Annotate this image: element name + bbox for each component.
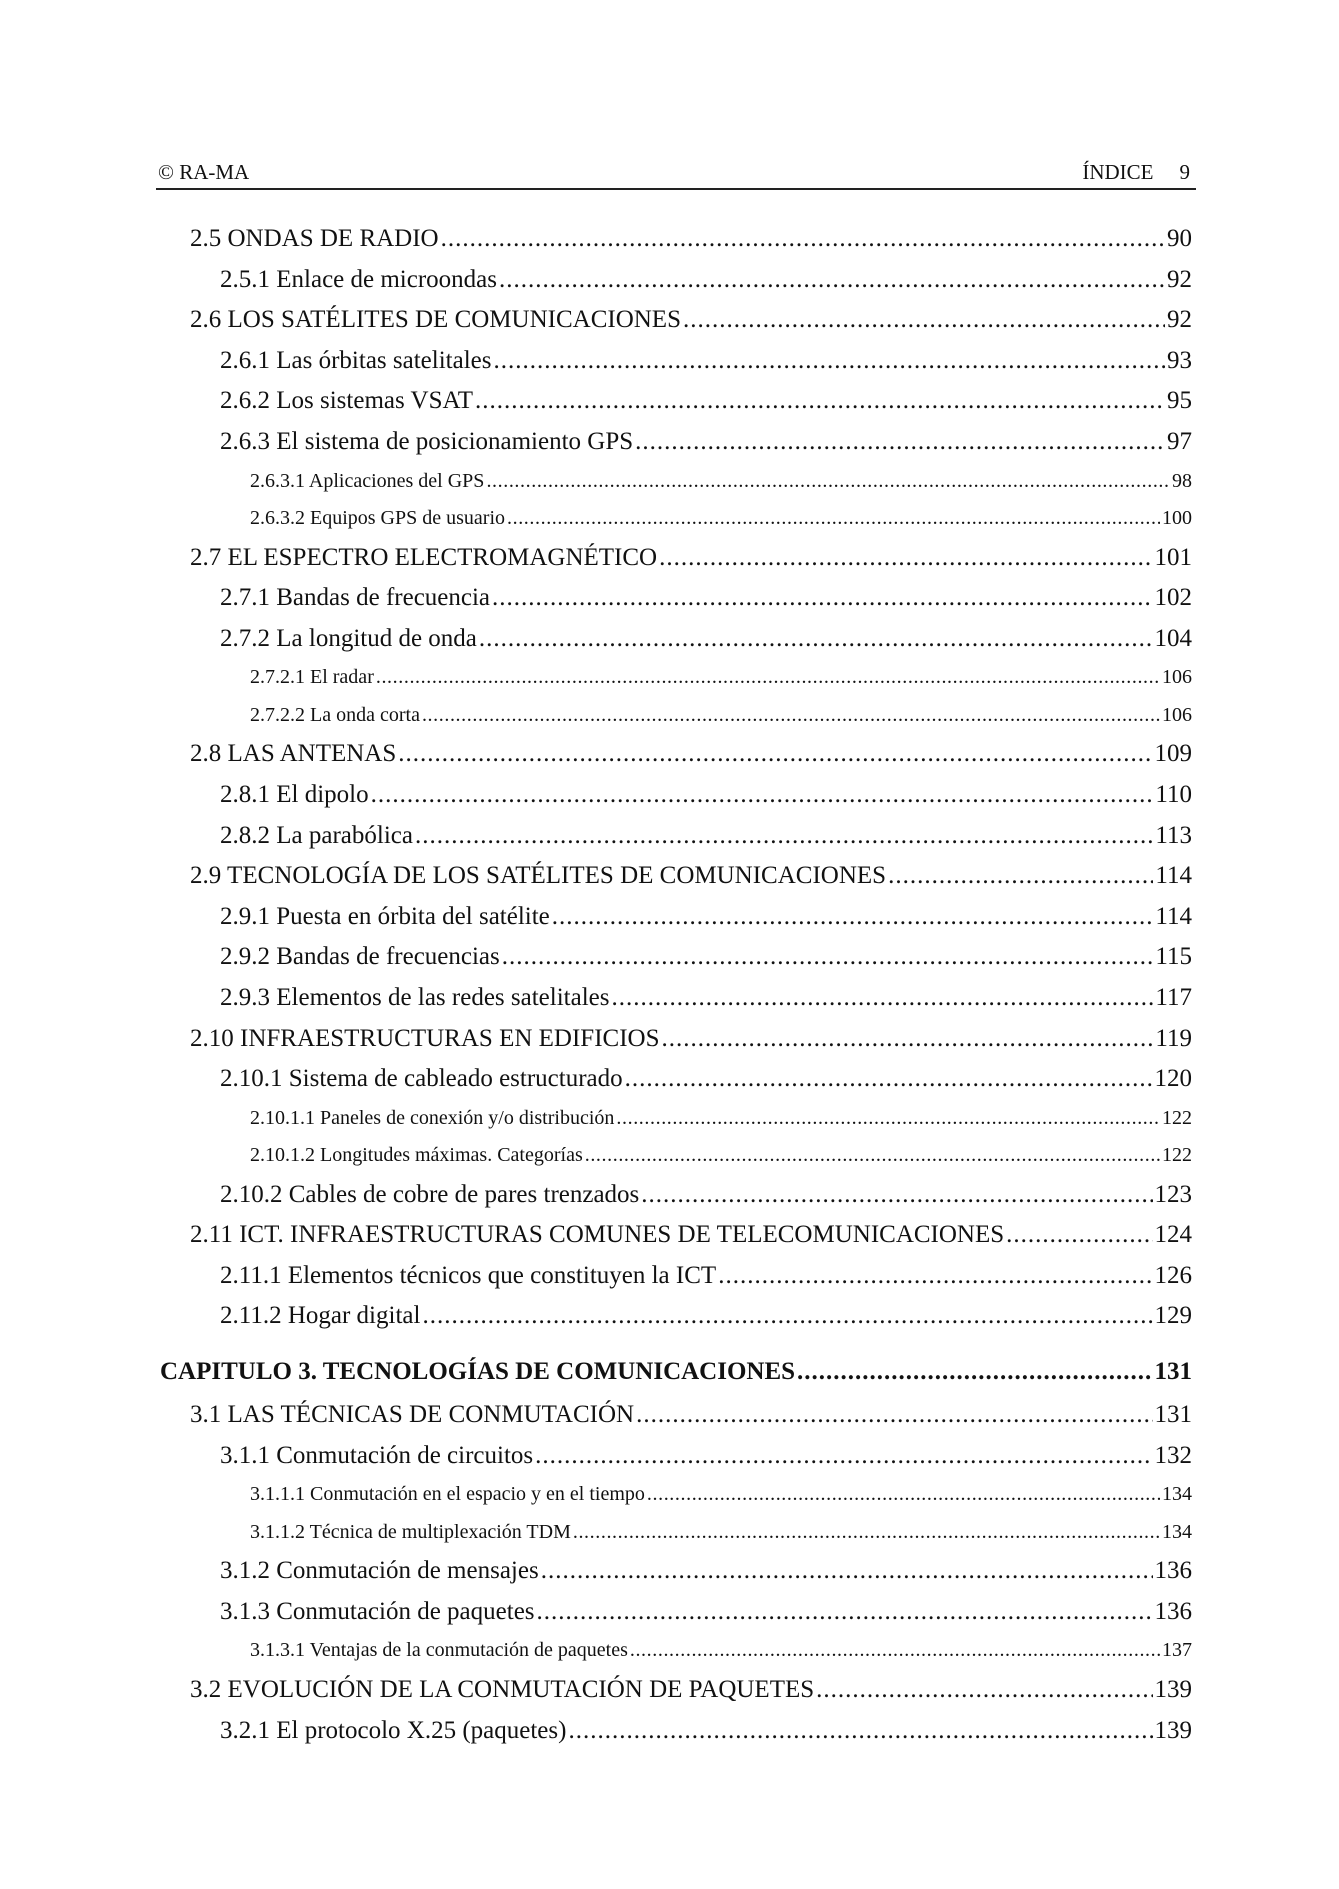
toc-entry-label: 2.10 INFRAESTRUCTURAS EN EDIFICIOS [190,1024,660,1052]
toc-entry-page: 102 [1154,584,1192,612]
toc-entry-label: 2.7.1 Bandas de frecuencia [220,584,491,612]
toc-entry-page: 136 [1154,1557,1192,1585]
toc-entry-page: 123 [1154,1180,1192,1208]
toc-entry [156,1019,1192,1060]
toc-entry [156,816,1192,857]
toc-entry-label: 2.8 LAS ANTENAS [190,740,397,768]
toc-entry-page: 119 [1155,1024,1192,1052]
toc-entry-page: 122 [1162,1144,1192,1167]
toc-entry-label: 3.1 LAS TÉCNICAS DE CONMUTACIÓN [190,1401,635,1429]
dot-leader [635,422,1165,463]
toc-entry-label: CAPITULO 3. TECNOLOGÍAS DE COMUNICACIONES [160,1358,796,1386]
toc-entry-label: 2.10.2 Cables de cobre de pares trenzados [220,1180,640,1208]
toc-entry-label: 2.6.2 Los sistemas VSAT [220,387,474,415]
toc-entry-page: 92 [1167,306,1192,334]
toc-entry-page: 122 [1162,1106,1192,1129]
toc-entry-label: 2.11 ICT. INFRAESTRUCTURAS COMUNES DE TELECOMUNICACIONES [190,1221,1005,1249]
toc-entry-page: 93 [1167,346,1192,374]
toc-entry [156,500,1192,538]
toc-entry-page: 113 [1155,821,1192,849]
toc-entry [156,697,1192,735]
dot-leader [441,219,1165,260]
toc-entry-page: 120 [1154,1065,1192,1093]
toc-entry [156,300,1192,341]
toc-entry [156,937,1192,978]
toc-entry [156,1100,1192,1138]
toc-entry [156,1670,1192,1711]
dot-leader [422,697,1160,735]
toc-entry [156,1632,1192,1670]
toc-entry-page: 131 [1154,1401,1192,1429]
toc-entry [156,856,1192,897]
toc-entry [156,1215,1192,1256]
toc-entry-page: 114 [1155,862,1192,890]
toc-entry-page: 139 [1154,1675,1192,1703]
dot-leader [797,1349,1152,1395]
toc-entry-label: 3.1.3 Conmutación de paquetes [220,1597,535,1625]
dot-leader [537,1592,1153,1633]
toc-entry-label: 2.9.2 Bandas de frecuencias [220,943,500,971]
dot-leader [1006,1215,1152,1256]
toc-entry-page: 117 [1155,983,1192,1011]
dot-leader [718,1256,1152,1297]
toc-entry [156,1137,1192,1175]
toc-entry [156,1059,1192,1100]
dot-leader [630,1632,1160,1670]
toc-entry [156,1395,1192,1436]
toc-entry-label: 2.6.3.2 Equipos GPS de usuario [250,507,505,530]
toc-entry-page: 124 [1154,1221,1192,1249]
toc-entry-label: 2.7 EL ESPECTRO ELECTROMAGNÉTICO [190,543,658,571]
toc-entry-page: 139 [1154,1716,1192,1744]
dot-leader [641,1175,1152,1216]
dot-leader [683,300,1165,341]
dot-leader [636,1395,1152,1436]
dot-leader [585,1137,1160,1175]
toc-entry [156,659,1192,697]
dot-leader [625,1059,1153,1100]
toc-entry-label: 3.1.1.2 Técnica de multiplexación TDM [250,1520,571,1543]
dot-leader [661,1019,1153,1060]
toc-entry-label: 3.1.3.1 Ventajas de la conmutación de paquetes [250,1639,628,1662]
toc-entry-label: 2.10.1 Sistema de cableado estructurado [220,1065,623,1093]
toc-entry [156,1256,1192,1297]
dot-leader [376,659,1160,697]
toc-entry-page: 136 [1154,1597,1192,1625]
toc-entry [156,734,1192,775]
dot-leader [816,1670,1152,1711]
toc-entry [156,341,1192,382]
dot-leader [475,381,1165,422]
toc-entry-label: 2.6.3 El sistema de posicionamiento GPS [220,427,634,455]
toc-entry [156,1476,1192,1514]
toc-entry [156,978,1192,1019]
toc-entry-label: 2.5.1 Enlace de microondas [220,265,497,293]
toc-entry-page: 131 [1154,1358,1192,1386]
toc-entry [156,260,1192,301]
toc-entry [156,1349,1192,1395]
toc-entry-page: 104 [1154,624,1192,652]
page-number: 9 [1179,160,1190,184]
toc-entry-page: 137 [1162,1639,1192,1662]
dot-leader [568,1711,1152,1752]
dot-leader [422,1296,1152,1337]
toc-entry-label: 2.10.1.2 Longitudes máximas. Categorías [250,1144,583,1167]
toc-entry-page: 97 [1167,427,1192,455]
toc-entry-label: 2.5 ONDAS DE RADIO [190,225,439,252]
toc-entry-label: 2.6.1 Las órbitas satelitales [220,346,492,374]
dot-leader [486,463,1170,501]
dot-leader [371,775,1154,816]
dot-leader [492,578,1152,619]
toc-entry-page: 134 [1162,1520,1192,1543]
section-title [1082,160,1190,185]
toc-entry [156,463,1192,501]
toc-entry-page: 92 [1167,265,1192,293]
toc-entry-label: 2.7.2.2 La onda corta [250,703,420,726]
dot-leader [573,1514,1160,1552]
toc-entry [156,381,1192,422]
toc-entry-label: 2.9.1 Puesta en órbita del satélite [220,902,550,930]
dot-leader [507,500,1160,538]
toc-entry-label: 3.2.1 El protocolo X.25 (paquetes) [220,1716,567,1744]
dot-leader [552,897,1154,938]
toc-entry-page: 109 [1154,740,1192,768]
toc-entry-page: 132 [1154,1441,1192,1469]
dot-leader [535,1436,1152,1477]
dot-leader [502,937,1154,978]
dot-leader [888,856,1153,897]
toc-entry [156,1296,1192,1337]
toc-entry [156,578,1192,619]
toc-entry [156,775,1192,816]
toc-entry-page: 134 [1162,1483,1192,1506]
toc-entry-page: 106 [1162,703,1192,726]
dot-leader [499,260,1165,301]
dot-leader [541,1551,1153,1592]
running-header [156,158,1196,190]
toc-entry [156,1711,1192,1752]
dot-leader [616,1100,1160,1138]
toc-entry-page: 101 [1154,543,1192,571]
toc-entry-page: 110 [1155,780,1192,808]
toc-entry-label: 2.11.2 Hogar digital [220,1302,421,1330]
toc-entry-label: 2.8.2 La parabólica [220,821,413,849]
toc-entry [156,1436,1192,1477]
toc-entry [156,1551,1192,1592]
dot-leader [493,341,1165,382]
toc-entry-page: 98 [1172,469,1192,492]
toc-entry-page: 129 [1154,1302,1192,1330]
toc-entry-page: 126 [1154,1261,1192,1289]
toc-entry [156,1592,1192,1633]
toc-entry [156,1175,1192,1216]
toc-entry-label: 2.11.1 Elementos técnicos que constituyen la ICT [220,1261,717,1289]
table-of-contents [156,219,1192,1751]
toc-entry [156,619,1192,660]
toc-entry [156,1514,1192,1552]
toc-entry-label: 2.9.3 Elementos de las redes satelitales [220,983,610,1011]
toc-entry-label: 2.6.3.1 Aplicaciones del GPS [250,469,485,492]
toc-entry-label: 3.1.2 Conmutación de mensajes [220,1557,539,1585]
toc-entry [156,538,1192,579]
section-title-text: ÍNDICE [1082,160,1154,184]
toc-entry-label: 2.8.1 El dipolo [220,780,369,808]
toc-entry-page: 90 [1167,225,1192,252]
toc-entry-label: 2.9 TECNOLOGÍA DE LOS SATÉLITES DE COMUNICACIONES [190,862,887,890]
toc-entry-label: 2.10.1.1 Paneles de conexión y/o distribución [250,1106,615,1129]
dot-leader [659,538,1152,579]
toc-entry-page: 115 [1155,943,1192,971]
dot-leader [647,1476,1160,1514]
toc-entry-label: 2.6 LOS SATÉLITES DE COMUNICACIONES [190,306,681,334]
publisher-label: © RA-MA [158,160,250,184]
toc-entry [156,897,1192,938]
toc-entry-page: 114 [1155,902,1192,930]
toc-entry-page: 100 [1162,507,1192,530]
toc-entry-label: 3.1.1 Conmutación de circuitos [220,1441,534,1469]
dot-leader [479,619,1153,660]
toc-entry-label: 2.7.2.1 El radar [250,666,374,689]
toc-entry [156,422,1192,463]
dot-leader [415,816,1153,857]
toc-entry-page: 106 [1162,666,1192,689]
toc-entry-label: 3.1.1.1 Conmutación en el espacio y en el tiempo [250,1483,645,1506]
toc-entry-page: 95 [1167,387,1192,415]
toc-entry-label: 3.2 EVOLUCIÓN DE LA CONMUTACIÓN DE PAQUETES [190,1675,815,1703]
dot-leader [398,734,1152,775]
toc-entry [156,219,1192,260]
toc-entry-label: 2.7.2 La longitud de onda [220,624,477,652]
dot-leader [611,978,1153,1019]
